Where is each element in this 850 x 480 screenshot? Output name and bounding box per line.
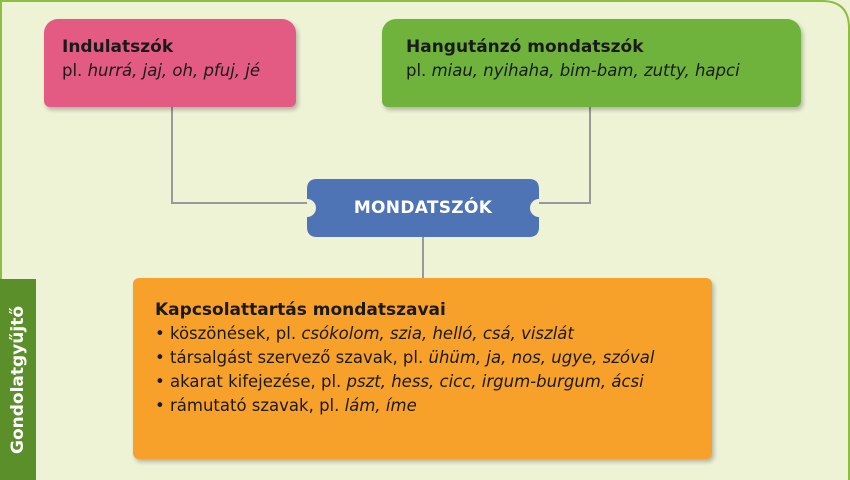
hangutanzo-prefix: pl. [406,61,427,80]
indulatszok-examples-line [62,59,296,83]
side-tab-label: Gondolatgyűjtő [8,306,28,454]
list-item-examples: pszt, hess, cicc, irgum-burgum, ácsi [346,372,644,391]
indulatszok-examples: hurrá, jaj, oh, pfuj, jé [87,61,261,80]
hangutanzo-examples-line [406,59,801,83]
list-item-text: rámutató szavak, pl. [169,396,340,415]
hangutanzo-title: Hangutánzó mondatszók [406,37,644,57]
list-item-examples: ühüm, ja, nos, ugye, szóval [428,348,655,367]
bullet: • [155,372,165,391]
list-item [155,322,712,346]
center-node-label: MONDATSZÓK [353,198,493,218]
bullet: • [155,348,165,367]
hangutanzo-box [382,19,801,107]
bullet: • [155,396,165,415]
connector-indulat [172,107,307,203]
list-item [155,370,712,394]
kapcsolattartas-box [133,278,712,459]
indulatszok-prefix: pl. [62,61,83,80]
indulatszok-title: Indulatszók [62,37,174,57]
list-item [155,394,712,418]
list-item-text: köszönések, pl. [169,324,297,343]
bullet: • [155,324,165,343]
kapcsolattartas-title: Kapcsolattartás mondatszavai [155,300,446,320]
list-item-examples: csókolom, szia, helló, csá, viszlát [301,324,574,343]
indulatszok-box [44,19,296,107]
hangutanzo-examples: miau, nyihaha, bim-bam, zutty, hapci [431,61,740,80]
list-item-examples: lám, íme [344,396,417,415]
connector-hangutanzo [539,107,590,203]
list-item [155,346,712,370]
list-item-text: akarat kifejezése, pl. [169,372,342,391]
list-item-text: társalgást szervező szavak, pl. [169,348,424,367]
